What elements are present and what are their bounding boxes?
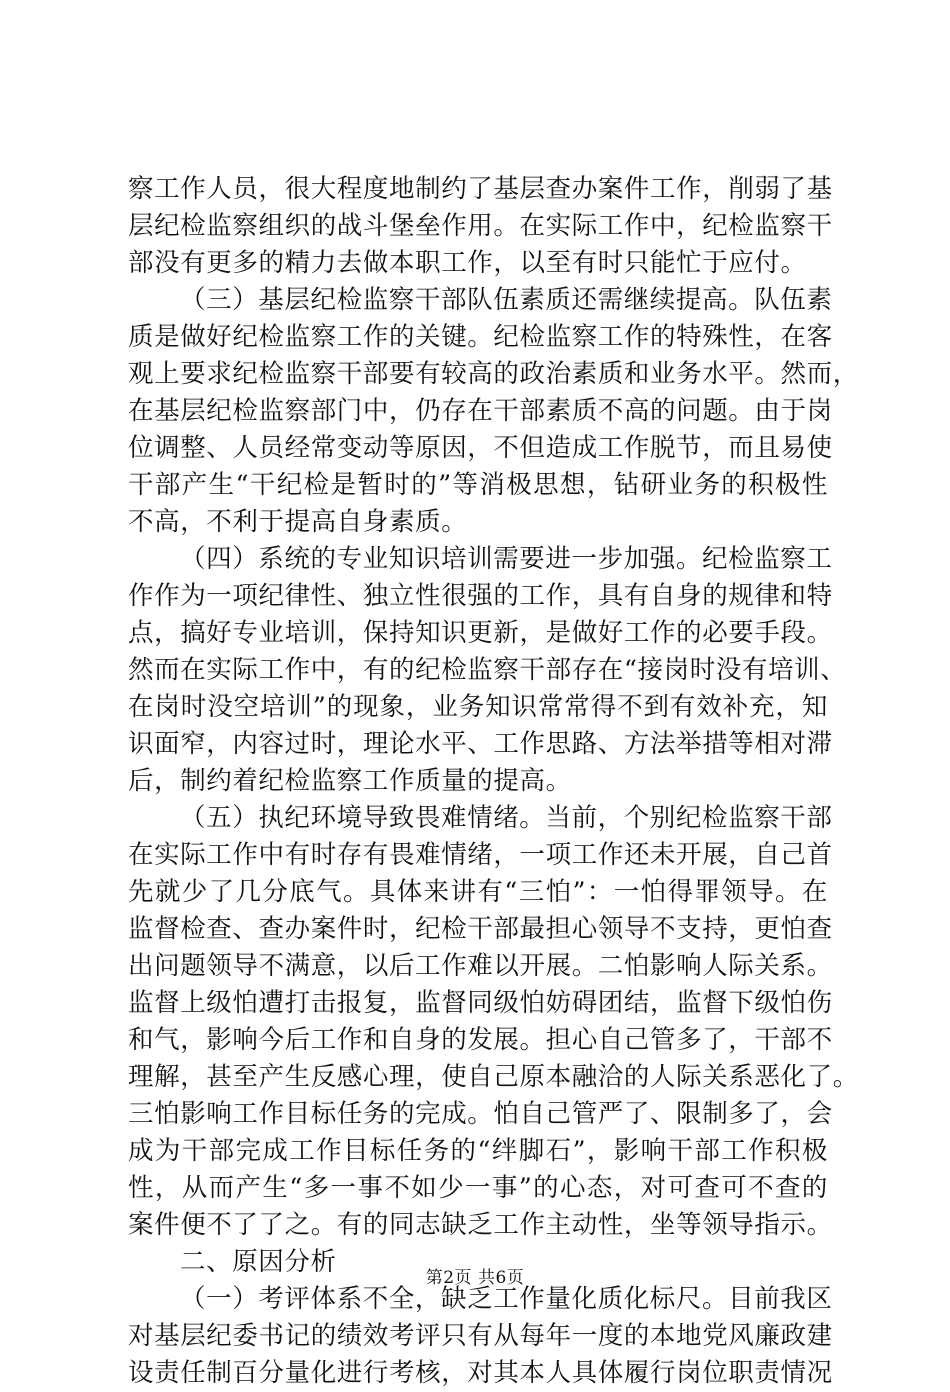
text-line: （三）基层纪检监察干部队伍素质还需继续提高。队伍素	[180, 285, 833, 315]
text-line: 在岗时没空培训”的现象，业务知识常常得不到有效补充，知	[128, 692, 828, 722]
text-line: 不高，不利于提高自身素质。	[128, 507, 468, 537]
text-line: 理解，甚至产生反感心理，使自己原本融洽的人际关系恶化了。	[128, 1062, 859, 1092]
text-line: 位调整、人员经常变动等原因，不但造成工作脱节，而且易使	[128, 433, 833, 463]
text-line: 监督检查、查办案件时，纪检干部最担心领导不支持，更怕查	[128, 914, 833, 944]
text-line: 然而在实际工作中，有的纪检监察干部存在“接岗时没有培训、	[128, 655, 847, 685]
text-line: 观上要求纪检监察干部要有较高的政治素质和业务水平。然而，	[128, 359, 859, 389]
text-line: 点，搞好专业培训，保持知识更新，是做好工作的必要手段。	[128, 618, 833, 648]
text-line: 质是做好纪检监察工作的关键。纪检监察工作的特殊性，在客	[128, 322, 833, 352]
text-line: 在基层纪检监察部门中，仍存在干部素质不高的问题。由于岗	[128, 396, 833, 426]
text-line: 识面窄，内容过时，理论水平、工作思路、方法举措等相对滞	[128, 729, 833, 759]
text-line: 监督上级怕遭打击报复，监督同级怕妨碍团结，监督下级怕伤	[128, 988, 833, 1018]
text-line: 作作为一项纪律性、独立性很强的工作，具有自身的规律和特	[128, 581, 833, 611]
text-line: 部没有更多的精力去做本职工作，以至有时只能忙于应付。	[128, 248, 807, 278]
text-line: 和气，影响今后工作和自身的发展。担心自己管多了，干部不	[128, 1025, 833, 1055]
text-line: 成为干部完成工作目标任务的“绊脚石”，影响干部工作积极	[128, 1136, 828, 1166]
document-body	[128, 171, 859, 1392]
page-number-label: 第2页 共6页	[425, 1268, 525, 1288]
text-line: 出问题领导不满意，以后工作难以开展。二怕影响人际关系。	[128, 951, 833, 981]
text-line: （一）考评体系不全，缺乏工作量化质化标尺。目前我区	[180, 1284, 833, 1314]
text-line: 案件便不了了之。有的同志缺乏工作主动性，坐等领导指示。	[128, 1210, 833, 1240]
text-line: 干部产生“干纪检是暂时的”等消极思想，钻研业务的积极性	[128, 470, 828, 500]
page-footer	[0, 1267, 950, 1289]
text-line: 察工作人员，很大程度地制约了基层查办案件工作，削弱了基	[128, 174, 833, 204]
text-line: 三怕影响工作目标任务的完成。怕自己管严了、限制多了，会	[128, 1099, 833, 1129]
text-line: 在实际工作中有时存有畏难情绪，一项工作还未开展，自己首	[128, 840, 833, 870]
text-line: （四）系统的专业知识培训需要进一步加强。纪检监察工	[180, 544, 833, 574]
text-line: （五）执纪环境导致畏难情绪。当前，个别纪检监察干部	[180, 803, 833, 833]
text-line: 对基层纪委书记的绩效考评只有从每年一度的本地党风廉政建	[128, 1321, 833, 1351]
text-line: 设责任制百分量化进行考核，对其本人具体履行岗位职责情况	[128, 1358, 833, 1388]
text-line: 先就少了几分底气。具体来讲有“三怕”：一怕得罪领导。在	[128, 877, 828, 907]
section-heading: 二、原因分析	[180, 1247, 337, 1277]
text-line: 性，从而产生“多一事不如少一事”的心态，对可查可不查的	[128, 1173, 828, 1203]
text-line: 层纪检监察组织的战斗堡垒作用。在实际工作中，纪检监察干	[128, 211, 833, 241]
text-line: 后，制约着纪检监察工作质量的提高。	[128, 766, 572, 796]
